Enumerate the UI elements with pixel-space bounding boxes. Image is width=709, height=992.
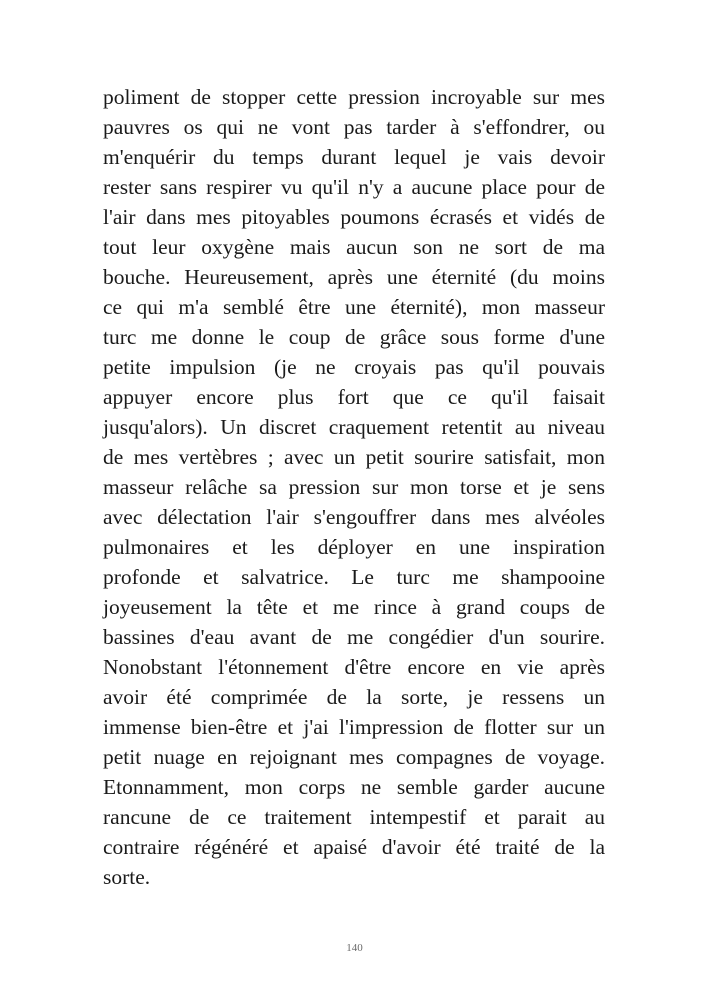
text-line-10: petite impulsion (je ne croyais pas qu'il pouvais (103, 355, 605, 379)
body-paragraph (103, 82, 605, 892)
text-line-21: avoir été comprimée de la sorte, je ressens un (103, 685, 605, 709)
text-line-22: immense bien-être et j'ai l'impression de flotter sur un (103, 715, 605, 739)
text-line-12: jusqu'alors). Un discret craquement retentit au niveau (103, 415, 605, 439)
text-line-16: pulmonaires et les déployer en une inspiration (103, 535, 605, 559)
text-line-27: sorte. (103, 865, 151, 889)
text-line-7: bouche. Heureusement, après une éternité (du moins (103, 265, 605, 289)
text-line-3: m'enquérir du temps durant lequel je vais devoir (103, 145, 605, 169)
text-line-17: profonde et salvatrice. Le turc me shampooine (103, 565, 605, 589)
text-line-4: rester sans respirer vu qu'il n'y a aucune place pour de (103, 175, 605, 199)
text-line-8: ce qui m'a semblé être une éternité), mon masseur (103, 295, 605, 319)
text-line-13: de mes vertèbres ; avec un petit sourire satisfait, mon (103, 445, 605, 469)
text-line-5: l'air dans mes pitoyables poumons écrasés et vidés de (103, 205, 605, 229)
text-line-26: contraire régénéré et apaisé d'avoir été traité de la (103, 835, 605, 859)
text-line-11: appuyer encore plus fort que ce qu'il faisait (103, 385, 605, 409)
text-line-15: avec délectation l'air s'engouffrer dans mes alvéoles (103, 505, 605, 529)
text-line-1: poliment de stopper cette pression incroyable sur mes (103, 85, 605, 109)
text-line-25: rancune de ce traitement intempestif et parait au (103, 805, 605, 829)
text-line-18: joyeusement la tête et me rince à grand coups de (103, 595, 605, 619)
text-line-19: bassines d'eau avant de me congédier d'un sourire. (103, 625, 605, 649)
text-line-23: petit nuage en rejoignant mes compagnes de voyage. (103, 745, 605, 769)
text-line-14: masseur relâche sa pression sur mon torse et je sens (103, 475, 605, 499)
text-line-2: pauvres os qui ne vont pas tarder à s'effondrer, ou (103, 115, 605, 139)
text-line-24: Etonnamment, mon corps ne semble garder aucune (103, 775, 605, 799)
text-line-9: turc me donne le coup de grâce sous forme d'une (103, 325, 605, 349)
page-number: 140 (346, 942, 363, 954)
text-line-20: Nonobstant l'étonnement d'être encore en vie après (103, 655, 605, 679)
text-line-6: tout leur oxygène mais aucun son ne sort de ma (103, 235, 605, 259)
